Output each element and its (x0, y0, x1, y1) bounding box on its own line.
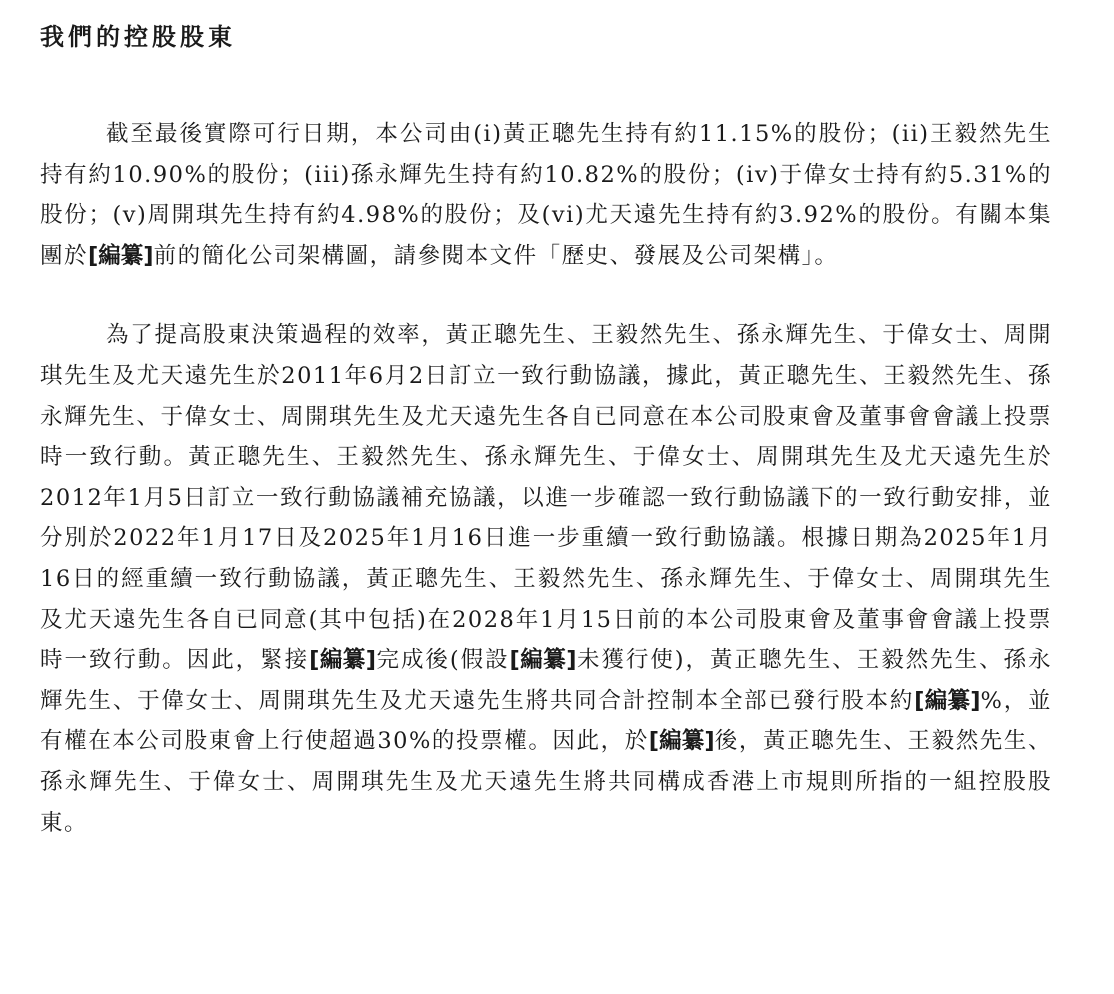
paragraph-text: 完成後(假設 (376, 647, 510, 674)
paragraph-shareholdings (40, 114, 1052, 276)
redacted-marker: [編纂] (88, 242, 154, 269)
paragraph-text: 前的簡化公司架構圖，請參閱本文件「歷史、發展及公司架構」。 (153, 242, 839, 269)
paragraph-text: 為了提高股東決策過程的效率，黃正聰先生、王毅然先生、孫永輝先生、于偉女士、周開琪先生及尤天遠先生於2011年6月2日訂立一致行動協議，據此，黃正聰先生、王毅然先生、孫永輝先生、于偉女士、周開琪先生及尤天遠先生各自已同意在本公司股東會及董事會會議上投票時一致行動。黃正聰先生、王毅然先生、孫永輝先生、于偉女士、周開琪先生及尤天遠先生於2012年1月5日訂立一致行動協議補充協議，以進一步確認一致行動協議下的一致行動安排，並分別於2022年1月17日及2025年1月16日進一步重續一致行動協議。根據日期為2025年1月16日的經重續一致行動協議，黃正聰先生、王毅然先生、孫永輝先生、于偉女士、周開琪先生及尤天遠先生各自已同意(其中包括)在2028年1月15日前的本公司股東會及董事會會議上投票時一致行動。因此，緊接 (40, 322, 1052, 674)
paragraph-concert-parties (40, 315, 1052, 843)
redacted-marker: [編纂] (309, 647, 377, 674)
paragraph-text: %，並有權在本公司股東會上行使超過30%的投票權。因此，於 (40, 687, 1052, 755)
redacted-marker: [編纂] (509, 647, 577, 674)
document-page (40, 20, 1052, 843)
paragraph-text: 後，黃正聰先生、王毅然先生、孫永輝先生、于偉女士、周開琪先生及尤天遠先生將共同構成香港上市規則所指的一組控股股東。 (40, 728, 1052, 836)
paragraph-text: 未獲行使)，黃正聰先生、王毅然先生、孫永輝先生、于偉女士、周開琪先生及尤天遠先生將共同合計控制本全部已發行股本約 (40, 647, 1052, 714)
redacted-marker: [編纂] (648, 728, 715, 755)
redacted-marker: [編纂] (914, 687, 981, 714)
section-heading: 我們的控股股東 (40, 23, 236, 51)
paragraph-text: 截至最後實際可行日期，本公司由(i)黃正聰先生持有約11.15%的股份；(ii)王毅然先生持有約10.90%的股份；(iii)孫永輝先生持有約10.82%的股份；(iv)于偉女士持有約5.31%的股份；(v)周開琪先生持有約4.98%的股份；及(vi)尤天遠先生持有約3.92%的股份。有關本集團於 (40, 121, 1052, 269)
